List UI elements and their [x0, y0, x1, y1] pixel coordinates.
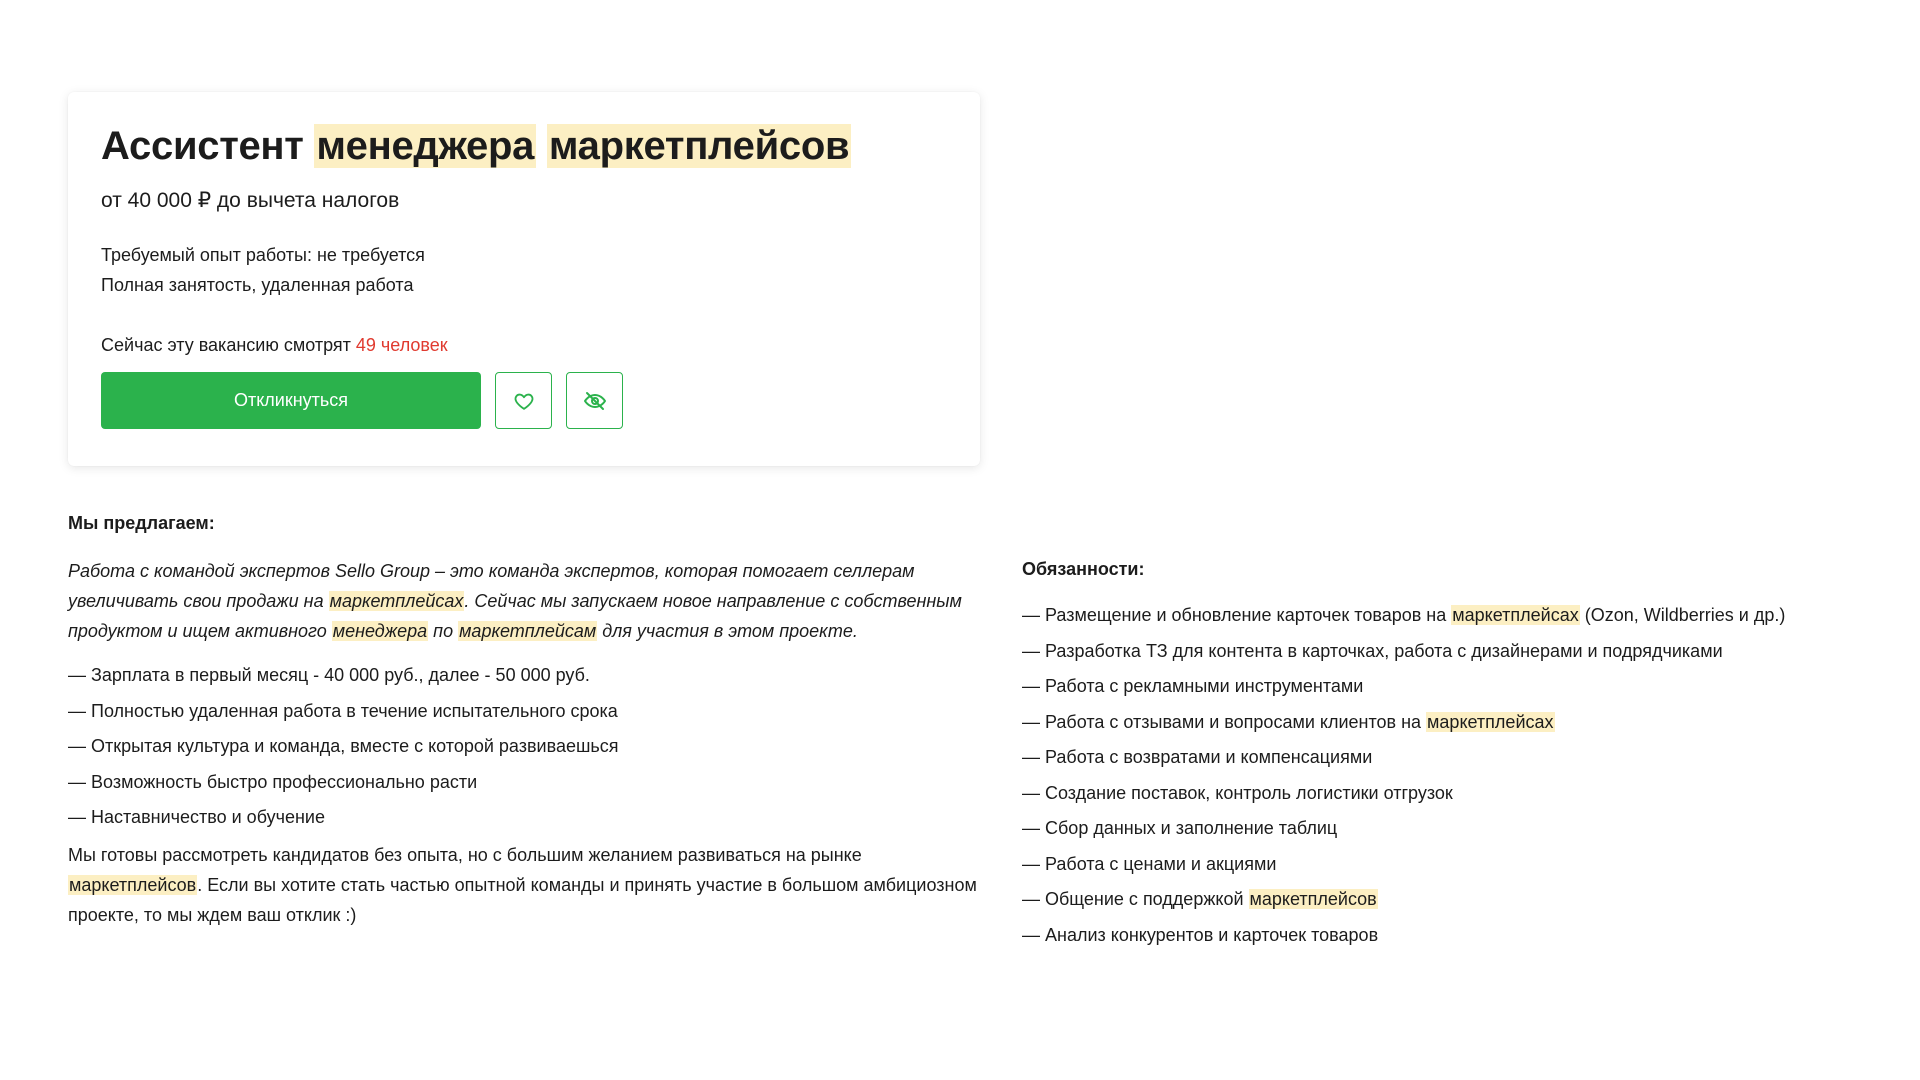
list-item: — Работа с ценами и акциями — [1022, 853, 1277, 874]
closing-paragraph: Мы готовы рассмотреть кандидатов без опыта, но с большим желанием развиваться на рынке маркетплейсов. Если вы хотите стать частью опытной команды и принять участие в большом амбициозном проекте, то мы ждем ваш отклик :) — [68, 845, 977, 925]
list-item: — Наставничество и обучение — [68, 807, 326, 827]
search-highlight: маркетплейсов — [548, 124, 850, 168]
viewers-info: Сейчас эту вакансию смотрят 49 человек — [101, 335, 448, 355]
list-item: — Работа с отзывами и вопросами клиентов на маркетплейсах — [1022, 711, 1554, 732]
search-highlight: менеджера — [316, 124, 535, 168]
vacancy-header-card — [68, 92, 980, 466]
list-item: — Полностью удаленная работа в течение испытательного срока — [68, 700, 618, 721]
respond-button[interactable]: Откликнуться — [101, 372, 481, 429]
eye-off-icon — [583, 389, 607, 413]
search-highlight: менеджера — [332, 621, 428, 641]
vacancy-conditions — [101, 240, 947, 300]
search-highlight: маркетплейсах — [1427, 711, 1554, 732]
search-highlight: маркетплейсов — [69, 875, 197, 895]
heart-icon — [513, 390, 535, 412]
viewers-count: 49 человек — [355, 335, 448, 355]
list-item: — Разработка ТЗ для контента в карточках, работа с дизайнерами и подрядчиками — [1022, 640, 1723, 661]
duties-list — [1022, 602, 1902, 948]
list-item: — Открытая культура и команда, вместе с которой развиваешься — [68, 736, 619, 756]
company-intro: Работа с командой экспертов Sello Group – это команда экспертов, которая помогает селлерам увеличивать свои продажи на маркетплейсах. Сейчас мы запускаем новое направление с собственным продуктом и ищем активного менеджера по маркетплейсам для участия в этом проекте. — [68, 561, 962, 641]
favorite-button[interactable] — [495, 372, 552, 429]
search-highlight: маркетплейсов — [1249, 889, 1377, 909]
employment-type: Полная занятость, удаленная работа — [101, 275, 414, 295]
list-item: — Создание поставок, контроль логистики отгрузок — [1022, 782, 1453, 803]
list-item: — Общение с поддержкой маркетплейсов — [1022, 889, 1377, 909]
offer-list — [68, 662, 998, 830]
list-item: — Работа с рекламными инструментами — [1022, 676, 1364, 696]
vacancy-actions — [101, 372, 947, 429]
duties-heading: Обязанности: — [1022, 559, 1145, 579]
hide-vacancy-button[interactable] — [566, 372, 623, 429]
list-item: — Возможность быстро профессионально расти — [68, 771, 478, 792]
duties-section — [1022, 556, 1902, 957]
offer-section — [68, 510, 998, 930]
search-highlight: маркетплейсам — [459, 621, 597, 641]
offer-heading: Мы предлагаем: — [68, 513, 215, 533]
experience-requirement: Требуемый опыт работы: не требуется — [101, 245, 425, 265]
list-item: — Работа с возвратами и компенсациями — [1022, 747, 1373, 767]
list-item: — Зарплата в первый месяц - 40 000 руб., далее - 50 000 руб. — [68, 665, 590, 685]
vacancy-title: Ассистент менеджера маркетплейсов — [101, 124, 850, 168]
list-item: — Сбор данных и заполнение таблиц — [1022, 818, 1338, 838]
list-item: — Размещение и обновление карточек товаров на маркетплейсах (Ozon, Wildberries и др.) — [1022, 605, 1786, 625]
search-highlight: маркетплейсах — [1452, 605, 1579, 625]
list-item: — Анализ конкурентов и карточек товаров — [1022, 924, 1379, 945]
salary: от 40 000 ₽ до вычета налогов — [101, 189, 400, 212]
search-highlight: маркетплейсах — [329, 591, 464, 611]
